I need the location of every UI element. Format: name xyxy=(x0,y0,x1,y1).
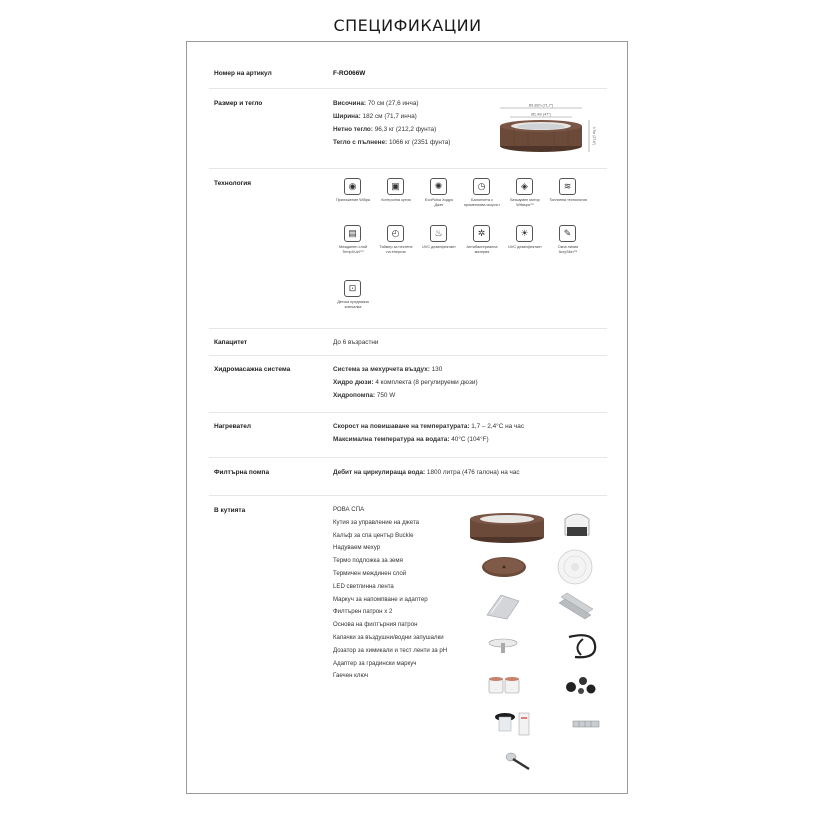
spa-thumb-image xyxy=(467,507,547,545)
technology-caption: Безшумен мотор Wifaspa™ xyxy=(510,198,540,207)
control-box-icon: ▣ xyxy=(387,178,404,195)
ecopulse-icon: ✺ xyxy=(430,178,447,195)
spec-card xyxy=(186,41,628,794)
technology-caption: Балончета с променлива скорост xyxy=(463,198,501,207)
box-list-item: LED светлинна лента xyxy=(333,582,394,590)
uvc-thermo-icon: ♨ xyxy=(430,225,447,242)
spa-dimension-diagram xyxy=(494,102,604,158)
box-list-item: Маркуч за напомпване и адаптер xyxy=(333,595,428,603)
technology-caption: Топлинна технология xyxy=(549,198,587,202)
label-heater: Нагревател xyxy=(214,423,252,430)
plugs-thumb-image xyxy=(561,673,601,697)
technology-caption: UVC дезинфектант xyxy=(422,245,456,249)
child-lock-icon: ⊡ xyxy=(344,280,361,297)
heating-icon: ≋ xyxy=(559,178,576,195)
technology-caption: Антибактериална материя xyxy=(466,245,498,254)
technology-caption: Окна линия AcrySkin™ xyxy=(557,245,579,254)
heater-rate: Скорост на повишаване на температурата: 1,7 – 2,4°C на час xyxy=(333,423,525,430)
box-list-item: Адаптер за градински маркуч xyxy=(333,659,417,667)
filter-flow: Дебит на циркулираща вода: 1800 литра (476 галона) на час xyxy=(333,469,520,476)
box-list-item: Калъф за спа център Buckle xyxy=(333,531,414,539)
quiet-motor-icon: ◈ xyxy=(516,178,533,195)
technology-caption: UVC дезинфектант xyxy=(508,245,542,249)
timer-icon: ◴ xyxy=(387,225,404,242)
hose-adapter-thumb-image xyxy=(569,713,603,735)
row-heater xyxy=(209,412,607,458)
row-technology xyxy=(209,168,607,329)
thermal-layer-thumb-image xyxy=(483,591,523,621)
wrench-thumb-image xyxy=(503,749,533,775)
page-title: СПЕЦИФИКАЦИИ xyxy=(333,16,482,35)
label-article: Номер на артикул xyxy=(214,70,272,77)
capacity-value: До 6 възрастни xyxy=(333,339,379,346)
size-height: Височина: 70 см (27,6 инча) xyxy=(333,100,419,107)
uvc-sun-icon: ☀ xyxy=(516,225,533,242)
technology-caption: Приложение Wi5pa xyxy=(335,198,371,202)
hydro-pump: Хидропомпа: 750 W xyxy=(333,392,396,399)
label-size: Размер и тегло xyxy=(214,100,263,107)
technology-caption: Междинен слой TempX∪el™ xyxy=(339,245,367,254)
diagram-inner-label: Ø1.4m (47") xyxy=(531,112,551,117)
cover-thumb-image xyxy=(555,547,595,587)
technology-caption: Контролна кутия xyxy=(381,198,411,202)
heater-max-temp: Максимална температура на водата: 40°C (104°F) xyxy=(333,436,489,443)
hose-thumb-image xyxy=(563,629,603,663)
control-box-thumb-image xyxy=(559,507,595,541)
label-filter: Филтърна помпа xyxy=(214,469,270,476)
acryskin-icon: ✎ xyxy=(559,225,576,242)
label-technology: Технология xyxy=(214,180,252,187)
row-filter xyxy=(209,457,607,496)
technology-caption: EcoPulsa Хидро Джет xyxy=(424,198,454,207)
hydro-jets: Хидро дюзи: 4 комплекта (8 регулируеми дюзи) xyxy=(333,379,478,386)
box-list-item: Кутия за управление на джета xyxy=(333,518,420,526)
box-list-item: Надуваем мехур xyxy=(333,544,381,552)
label-box: В кутията xyxy=(214,507,246,514)
box-list-item: Филтърен патрон x 2 xyxy=(333,608,393,616)
box-list-item: Основа на филтърния патрон xyxy=(333,621,418,629)
row-hydro xyxy=(209,355,607,413)
box-list-item: Дозатор за химикали и тест ленти за pH xyxy=(333,646,448,654)
led-strip-thumb-image xyxy=(557,591,597,621)
label-capacity: Капацитет xyxy=(214,339,248,346)
label-hydro: Хидромасажна система xyxy=(214,366,291,373)
wifi-icon: ◉ xyxy=(344,178,361,195)
filter-cartridges-thumb-image xyxy=(485,673,527,697)
box-list-item: Термичен междинен слой xyxy=(333,570,407,577)
balloon-speed-icon: ◷ xyxy=(473,178,490,195)
box-list-item: Капачки за въздушни/водни запушалки xyxy=(333,634,444,641)
row-article xyxy=(209,60,607,89)
size-net-weight: Нетно тегло: 96,3 кг (212,2 фунта) xyxy=(333,126,437,133)
article-number: F-RO066W xyxy=(333,70,366,77)
box-list-item: РОВА СПА xyxy=(333,506,365,513)
ground-mat-thumb-image xyxy=(479,553,529,581)
antibacterial-icon: ✲ xyxy=(473,225,490,242)
diagram-height-label: 0.7m (27.6") xyxy=(592,126,596,146)
technology-caption: Детска предпазна ключалка xyxy=(337,300,369,309)
size-width: Ширина: 182 см (71,7 инча) xyxy=(333,113,417,120)
row-box xyxy=(209,495,607,785)
row-capacity xyxy=(209,328,607,356)
box-list-item: Гаечен ключ xyxy=(333,672,369,680)
technology-caption: Таймер за пестене на енергия xyxy=(379,245,413,254)
dispenser-thumb-image xyxy=(491,709,535,739)
row-size xyxy=(209,88,607,169)
thermal-layer-icon: ▤ xyxy=(344,225,361,242)
box-list-item: Термо подложка за земя xyxy=(333,557,403,565)
filter-base-thumb-image xyxy=(485,633,521,659)
diagram-outer-label: Ø1.82m (71.7") xyxy=(528,103,554,108)
hydro-air-bubbles: Система за мехурчета въздух: 130 xyxy=(333,366,443,373)
size-filled-weight: Тегло с пълнене: 1066 кг (2351 фунта) xyxy=(333,139,451,146)
